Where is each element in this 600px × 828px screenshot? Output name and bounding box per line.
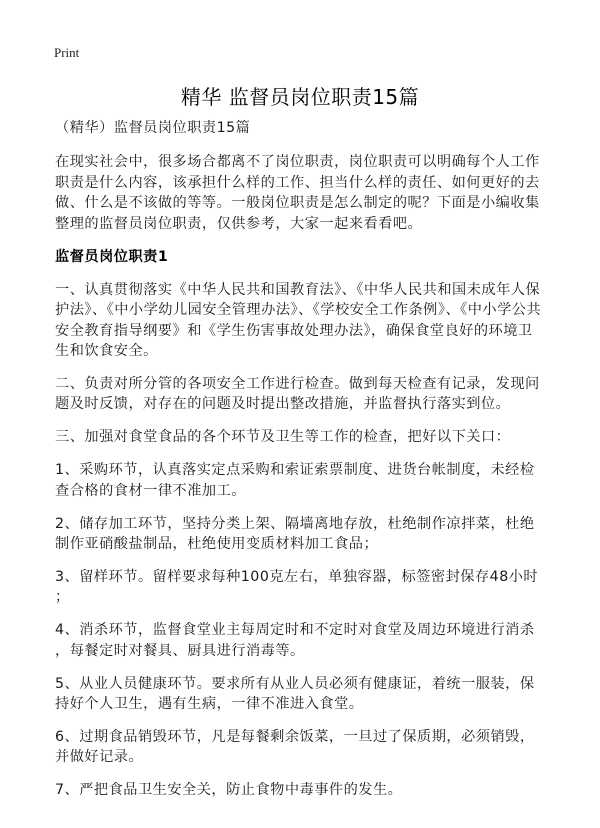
document-subtitle: （精华）监督员岗位职责15篇	[55, 120, 251, 136]
paragraph-6: 3、留样环节。留样要求每种100克左右，单独容器，标签密封保存48小时；	[55, 568, 539, 606]
paragraph-8: 5、从业人员健康环节。要求所有从业人员必须有健康证，着统一服装，保持好个人卫生，遇有生病，一律不准进入食堂。	[55, 675, 535, 712]
paragraph-3: 三、加强对食堂食品的各个环节及卫生等工作的检查，把好以下关口：	[55, 429, 511, 446]
paragraph-9: 6、过期食品销毁环节，凡是每餐剩余饭菜，一旦过了保质期，必须销毁，并做好记录。	[55, 728, 535, 766]
paragraph-4: 1、采购环节，认真落实定点采购和索证索票制度、进货台帐制度，未经检查合格的食材一律不准加工。	[55, 462, 535, 499]
document-body	[55, 118, 547, 813]
paragraph-5: 2、储存加工环节，坚持分类上架、隔墙离地存放，杜绝制作凉拌菜，杜绝制作亚硝酸盐制品，杜绝使用变质材料加工食品；	[55, 515, 535, 552]
paragraph-1: 一、认真贯彻落实《中华人民共和国教育法》、《中华人民共和国未成年人保护法》、《中小学幼儿园安全管理办法》、《学校安全工作条例》、《中小学公共安全教育指导纲要》和《学生伤害事故处理办法》，确保食堂良好的环境卫生和饮食安全。	[55, 281, 542, 360]
document-title: 精华 监督员岗位职责15篇	[180, 85, 420, 109]
print-label: Print	[54, 45, 80, 60]
paragraph-10: 7、严把食品卫生安全关，防止食物中毒事件的发生。	[55, 782, 403, 799]
paragraph-2: 二、负责对所分管的各项安全工作进行检查。做到每天检查有记录，发现问题及时反馈，对存在的问题及时提出整改措施，并监督执行落实到位。	[55, 376, 540, 413]
intro-paragraph: 在现实社会中，很多场合都离不了岗位职责，岗位职责可以明确每个人工作职责是什么内容，该承担什么样的工作、担当什么样的责任、如何更好的去做、什么是不该做的等等。一般岗位职责是怎么制定的呢？下面是小编收集整理的监督员岗位职责，仅供参考，大家一起来看看吧。	[55, 154, 540, 232]
section-heading: 监督员岗位职责1	[55, 248, 169, 265]
paragraph-7: 4、消杀环节，监督食堂业主每周定时和不定时对食堂及周边环境进行消杀，每餐定时对餐具、厨具进行消毒等。	[55, 622, 535, 659]
